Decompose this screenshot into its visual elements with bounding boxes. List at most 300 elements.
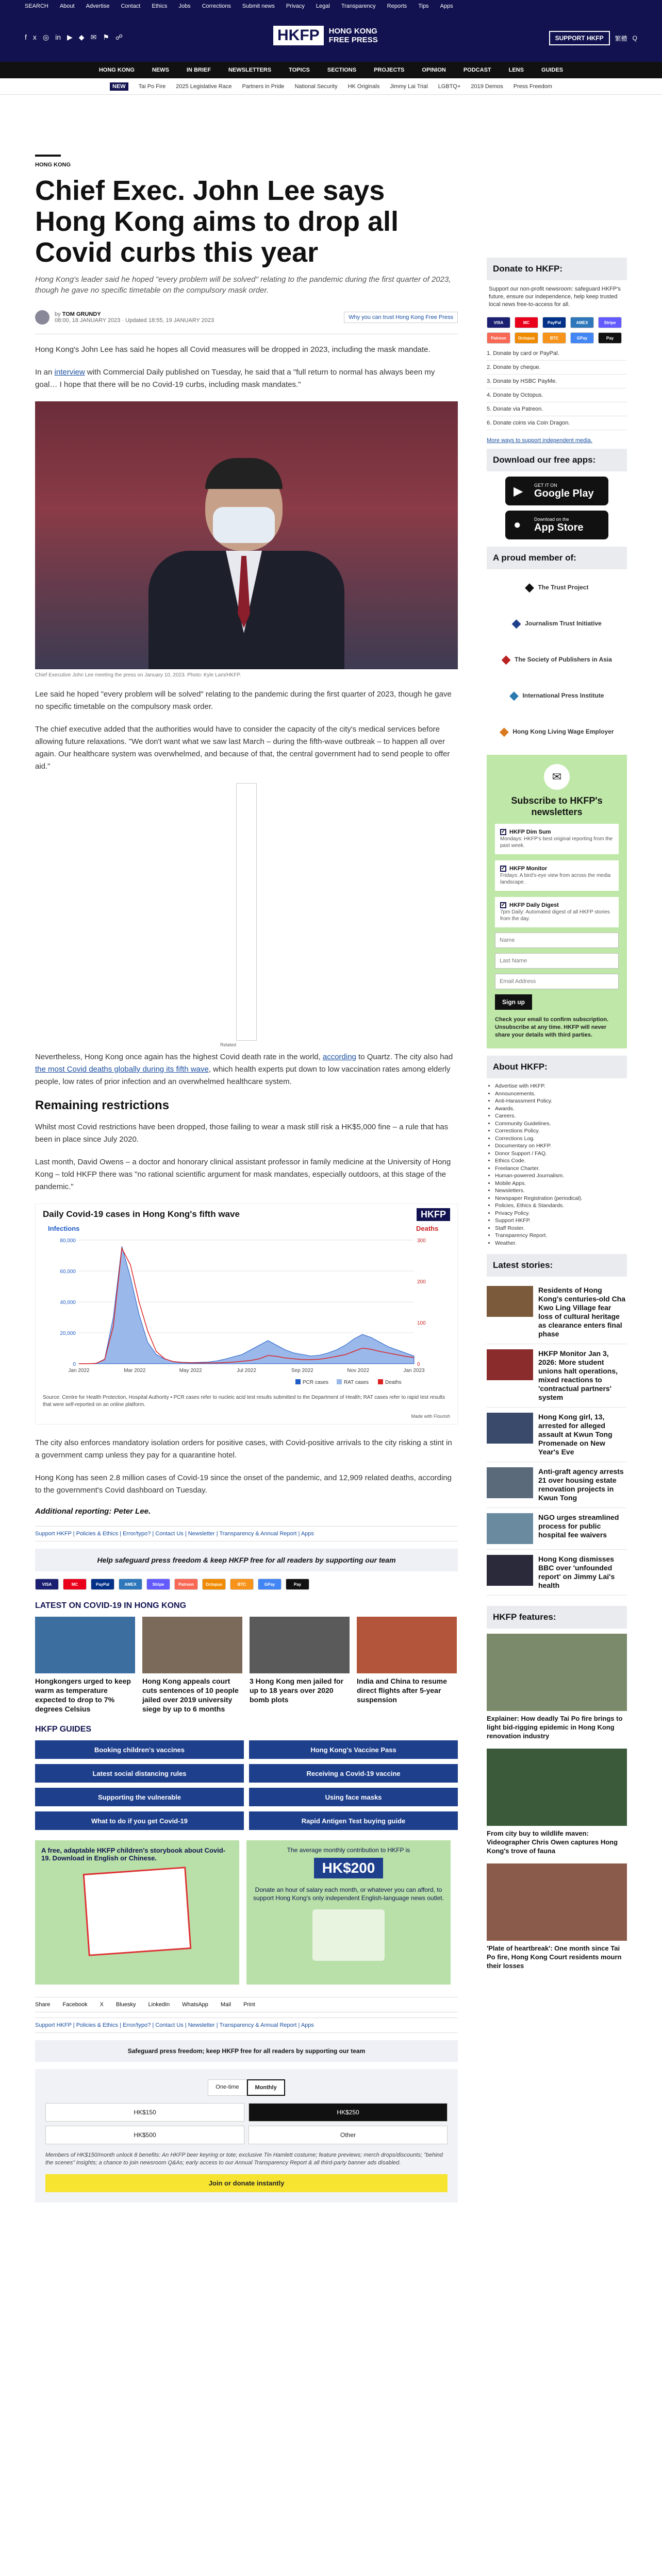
paragraph: Whilst most Covid restrictions have been dropped, those failing to wear a mask still risk a HK$5,000 fine – a rule that has been in place since July 2020. [35, 1123, 449, 1144]
promo-top: The average monthly contribution to HKFP is [287, 1846, 410, 1854]
language-switch[interactable]: 繁體 [615, 35, 627, 42]
about-link[interactable]: • Human-powered Journalism. [495, 1172, 627, 1180]
member-logo[interactable] [487, 714, 627, 750]
nav-item[interactable]: NEWSLETTERS [228, 67, 272, 73]
newsletter-options [495, 824, 619, 927]
share-bar [35, 1997, 458, 2012]
footer-links-2[interactable]: Support HKFP | Policies & Ethics | Error/typo? | Contact Us | Newsletter | Transparency & Annual Report | Apps [35, 2018, 458, 2033]
social-links [25, 33, 123, 42]
related-item[interactable] [35, 1617, 135, 1714]
feature-title[interactable]: 'Plate of heartbreak': One month since Tai Po fire, Hong Kong Court residents mourn their losses [487, 1944, 622, 1970]
member-name: The Society of Publishers in Asia [514, 656, 612, 663]
social-icon[interactable]: ▶ [67, 32, 73, 41]
features-heading: HKFP features: [487, 1606, 627, 1629]
payment-methods [35, 1579, 458, 1590]
promo-row [35, 1840, 458, 1985]
about-link[interactable]: • Corrections Log. [495, 1135, 627, 1143]
member-heading: A proud member of: [487, 547, 627, 569]
trending-link[interactable]: Tai Po Fire [138, 83, 166, 90]
checkbox[interactable]: ✓ [501, 829, 506, 835]
member-logos [487, 569, 627, 750]
paragraph: Last month, David Owens – a doctor and honorary clinical assistant professor in family medicine at the University of Hong Kong – told HKFP there was "no rational scientific argument for mask mandates, especially outdoors, at this stage of the pandemic." [35, 1158, 451, 1191]
trending-link[interactable]: HK Originals [347, 83, 380, 90]
guide-button[interactable]: Latest social distancing rules [35, 1764, 244, 1783]
share-link[interactable]: Mail [220, 2002, 231, 2008]
payment-card: GPay [570, 332, 594, 344]
newsletter-desc: Fridays: A bird's-eye view from across the media landscape. [500, 873, 611, 885]
about-link[interactable]: • Donor Support / FAQ. [495, 1150, 627, 1158]
about-link[interactable]: • Careers. [495, 1112, 627, 1120]
latest-image [487, 1467, 533, 1498]
support-button[interactable]: SUPPORT HKFP [549, 31, 610, 45]
social-icon[interactable]: f [25, 32, 27, 41]
member-name: International Press Institute [522, 692, 604, 699]
apps-heading: Download our free apps: [487, 449, 627, 471]
right-axis-label: Deaths [416, 1225, 439, 1232]
text: Nevertheless, Hong Kong once again has the highest Covid death rate in the world, [35, 1053, 323, 1061]
latest-image [487, 1286, 533, 1317]
about-link[interactable]: • Announcements. [495, 1090, 627, 1098]
article-photo [35, 401, 458, 669]
legend-swatch [378, 1379, 383, 1384]
right-tick-label: 0 [417, 1362, 420, 1367]
share-link[interactable]: Share [35, 2002, 51, 2008]
paragraph: The chief executive added that the authorities would have to consider the capacity of the city's medical services before allowing future relaxations. "We don't want what we saw last March – during the fifth-wave outbreak – to happen all over again. Our healthcare system was overwhelmed, and because of that, the central government had to send people to offer aid." [35, 725, 450, 771]
payment-card: Pay [286, 1579, 309, 1590]
nav-item[interactable]: GUIDES [541, 67, 564, 73]
guide-button[interactable]: What to do if you get Covid-19 [35, 1811, 244, 1830]
topbar-link[interactable]: Corrections [202, 3, 231, 9]
byline [35, 310, 458, 325]
donation-promo[interactable] [246, 1840, 451, 1985]
trending-link[interactable]: Jimmy Lai Trial [390, 83, 428, 90]
x-tick-label: Jan 2022 [68, 1368, 90, 1374]
kicker-rule [35, 155, 61, 157]
author-avatar [35, 310, 49, 325]
feature-image[interactable] [487, 1749, 627, 1826]
nav-item[interactable]: OPINION [422, 67, 446, 73]
trending-bar [0, 78, 662, 95]
embed-label: Related [220, 1042, 237, 1047]
guide-button[interactable]: Booking children's vaccines [35, 1740, 244, 1759]
about-link[interactable]: • Ethics Code. [495, 1157, 627, 1165]
donate-heading: Donate to HKFP: [487, 258, 627, 280]
topbar-link[interactable]: Contact [121, 3, 141, 9]
amount-option[interactable]: Other [249, 2126, 448, 2144]
feature-image[interactable] [487, 1863, 627, 1941]
related-title[interactable]: Hong Kong appeals court cuts sentences of 10 people jailed over 2019 university siege by up to 6 months [142, 1677, 239, 1713]
email-input[interactable]: Email Address [495, 974, 619, 989]
chart-title: Daily Covid-19 cases in Hong Kong's fifth wave [43, 1209, 240, 1219]
latest-title[interactable]: HKFP Monitor Jan 3, 2026: More student unions halt operations, mixed reactions to 'contractual partners' system [538, 1349, 618, 1401]
newsletter-option[interactable] [495, 897, 619, 927]
about-link[interactable]: • Weather. [495, 1240, 627, 1247]
nav-item[interactable]: TOPICS [289, 67, 310, 73]
cases-area [79, 1246, 414, 1364]
latest-title[interactable]: Residents of Hong Kong's centuries-old Cha Kwo Ling Village fear loss of cultural heritage as clearance enters final phase [538, 1286, 626, 1338]
article-standfirst: Hong Kong's leader said he hoped "every problem will be solved" relating to the pandemic during the first quarter of 2023, though he gave no specific timetable on the compulsory mask order. [35, 275, 451, 295]
about-link[interactable]: • Staff Roster. [495, 1225, 627, 1232]
additional-reporting: Additional reporting: Peter Lee. [35, 1507, 151, 1516]
about-link[interactable]: • Transparency Report. [495, 1232, 627, 1240]
related-image [142, 1617, 242, 1673]
payment-card: VISA [487, 317, 510, 328]
about-link[interactable]: • Support HKFP. [495, 1217, 627, 1225]
member-logo[interactable] [487, 605, 627, 641]
site-header [0, 12, 662, 62]
latest-title[interactable]: Hong Kong dismisses BBC over 'unfounded report' on Jimmy Lai's health [538, 1555, 615, 1589]
top-utility-bar [0, 0, 662, 12]
new-badge: NEW [110, 82, 128, 91]
payment-card: Octopus [202, 1579, 226, 1590]
guides-grid [35, 1740, 458, 1830]
envelope-icon: ✉ [544, 764, 570, 790]
member-logo[interactable] [487, 569, 627, 605]
social-icon[interactable]: ⚑ [103, 32, 109, 41]
share-link[interactable]: Bluesky [116, 2002, 136, 2008]
related-title[interactable]: 3 Hong Kong men jailed for up to 18 years over 2020 bomb plots [250, 1677, 344, 1704]
legend-label: Deaths [385, 1380, 402, 1385]
payment-card: Pay [598, 332, 622, 344]
text: In an [35, 368, 55, 377]
payment-card: MC [515, 317, 538, 328]
related-title[interactable]: India and China to resume direct flights after 5-year suspension [357, 1677, 448, 1704]
payment-card: Octopus [515, 332, 538, 344]
nav-item[interactable]: SECTIONS [327, 67, 357, 73]
author-line: by TOM GRUNDY [55, 311, 101, 317]
article-footer-links[interactable]: Support HKFP | Policies & Ethics | Error/typo? | Contact Us | Newsletter | Transparency & Annual Report | Apps [35, 1526, 458, 1541]
payment-card: Patreon [487, 332, 510, 344]
promo-amount: HK$200 [314, 1858, 384, 1878]
amount-option[interactable]: HK$150 [45, 2103, 244, 2122]
search-icon[interactable]: Q [632, 35, 637, 42]
donate-list [487, 347, 627, 430]
related-item[interactable] [357, 1617, 457, 1714]
donate-method[interactable]: 4. Donate by Octopus. [487, 388, 627, 402]
guide-button[interactable]: Hong Kong's Vaccine Pass [249, 1740, 458, 1759]
member-icon: ◆ [512, 617, 521, 630]
feature-title[interactable]: Explainer: How deadly Tai Po fire brings to light bid-rigging epidemic in Hong Kong renovation industry [487, 1715, 623, 1740]
checkbox[interactable]: ✓ [501, 866, 506, 872]
about-heading: About HKFP: [487, 1056, 627, 1078]
feature-image[interactable] [487, 1634, 627, 1711]
related-title[interactable]: Hongkongers urged to keep warm as temperature expected to drop to 7% degrees Celsius [35, 1677, 131, 1713]
logo-line1: HONG KONG [328, 27, 377, 36]
x-tick-label: Jul 2022 [237, 1368, 256, 1374]
topbar-link[interactable]: Advertise [86, 3, 110, 9]
topbar-link[interactable]: Reports [387, 3, 407, 9]
payment-card: Patreon [174, 1579, 198, 1590]
about-link[interactable]: • Mobile Apps. [495, 1180, 627, 1188]
member-name: Hong Kong Living Wage Employer [512, 728, 614, 735]
paragraph: Lee said he hoped "every problem will be solved" relating to the pandemic during the first quarter of 2023, though he gave no specific timetable on the compulsory mask order. [35, 690, 452, 711]
legend-swatch [295, 1379, 301, 1384]
cases-chart [35, 1204, 458, 1425]
donate-method[interactable]: 3. Donate by HSBC PayMe. [487, 375, 627, 388]
social-icon[interactable]: ◎ [42, 32, 49, 41]
feature-title[interactable]: From city buy to wildlife maven: Videographer Chris Owen captures Hong Kong's trove of fauna [487, 1829, 618, 1855]
nav-item[interactable]: NEWS [152, 67, 169, 73]
nav-item[interactable]: LENS [508, 67, 524, 73]
trending-links [139, 83, 552, 90]
text: with Commercial Daily published on Tuesday, he said that a "full return to normal has always been my goal… I hope that there will be no Covid-19 curbs, including mask mandates." [35, 368, 435, 389]
amount-option[interactable]: HK$500 [45, 2126, 244, 2144]
trending-link[interactable]: Press Freedom [513, 83, 552, 90]
donate-intro: Support our non-profit newsroom: safeguard HKFP's future, ensure our independence, help keep trusted local news free-to-access for all. [489, 286, 621, 308]
social-icon[interactable]: in [55, 32, 61, 41]
related-item[interactable] [250, 1617, 350, 1714]
about-link[interactable]: • Freelance Charter. [495, 1165, 627, 1173]
last-name-input[interactable]: Last Name [495, 953, 619, 969]
latest-image [487, 1413, 533, 1444]
embedded-post[interactable] [220, 783, 257, 1047]
trending-link[interactable]: LGBTQ+ [438, 83, 461, 90]
photo-mask [213, 507, 275, 543]
article-dates: 08:00, 18 JANUARY 2023 · Updated 18:55, 19 JANUARY 2023 [55, 317, 214, 324]
payment-card: VISA [35, 1579, 59, 1590]
trending-link[interactable]: 2025 Legislative Race [176, 83, 232, 90]
related-heading: LATEST ON COVID-19 IN HONG KONG [35, 1601, 187, 1610]
social-icon[interactable]: x [32, 32, 37, 41]
text: , which health experts put down to low vaccination rates among elderly people, low rates of prior infection and an overwhelmed healthcare system. [35, 1065, 451, 1086]
amount-option[interactable]: HK$250 [249, 2103, 448, 2122]
as-big: App Store [534, 521, 584, 533]
newsletter-label: HKFP Daily Digest [509, 902, 559, 908]
storybook-image [83, 1867, 192, 1956]
x-tick-label: Sep 2022 [291, 1368, 313, 1374]
about-link[interactable]: • Policies, Ethics & Standards. [495, 1202, 627, 1210]
gp-big: Google Play [534, 487, 594, 499]
topbar-link[interactable]: Privacy [286, 3, 305, 9]
chart-svg [43, 1219, 450, 1389]
guide-button[interactable]: Using face masks [249, 1788, 458, 1806]
paragraph: Hong Kong has seen 2.8 million cases of Covid-19 since the onset of the pandemic, and 12,909 related deaths, according to the government's Covid dashboard on Tuesday. [35, 1473, 452, 1495]
text: to Quartz. The city also had [356, 1053, 453, 1061]
as-small: Download on the [534, 516, 569, 522]
guide-button[interactable]: Receiving a Covid-19 vaccine [249, 1764, 458, 1783]
nav-item[interactable]: IN BRIEF [186, 67, 211, 73]
about-link[interactable]: • Awards. [495, 1105, 627, 1113]
interview-link[interactable]: interview [54, 368, 85, 377]
x-tick-label: Jan 2023 [403, 1368, 425, 1374]
about-link[interactable]: • Newsletters. [495, 1187, 627, 1195]
paragraph: Hong Kong's John Lee has said he hopes all Covid measures will be dropped in 2023, including the mask mandate. [35, 345, 431, 354]
latest-title[interactable]: NGO urges streamlined process for public hospital fee waivers [538, 1513, 619, 1539]
logo-mark: HKFP [273, 26, 324, 45]
latest-title[interactable]: Anti-graft agency arrests 21 over housing estate renovation projects in Kwun Tong [538, 1467, 624, 1502]
left-tick-label: 60,000 [60, 1269, 76, 1275]
member-icon: ◆ [525, 581, 534, 594]
donate-form [35, 2069, 458, 2202]
article [35, 155, 458, 2202]
about-link[interactable]: • Newspaper Registration (periodical). [495, 1195, 627, 1202]
right-tick-label: 300 [417, 1238, 426, 1244]
payment-card: AMEX [570, 317, 594, 328]
storybook-promo[interactable] [35, 1840, 239, 1985]
latest-image [487, 1513, 533, 1544]
topbar-link[interactable]: Ethics [152, 3, 168, 9]
share-link[interactable]: Print [243, 2002, 255, 2008]
x-tick-label: May 2022 [179, 1368, 202, 1374]
member-name: Journalism Trust Initiative [525, 620, 602, 627]
about-link[interactable]: • Anti-Harassment Policy. [495, 1097, 627, 1105]
share-link[interactable]: LinkedIn [148, 2002, 170, 2008]
share-link[interactable]: Facebook [62, 2002, 88, 2008]
x-tick-label: Mar 2022 [124, 1368, 146, 1374]
about-link[interactable]: • Community Guidelines. [495, 1120, 627, 1128]
tab-monthly[interactable]: Monthly [247, 2079, 285, 2096]
member-logo[interactable] [487, 677, 627, 714]
trust-link[interactable]: Why you can trust Hong Kong Free Press [344, 312, 458, 323]
latest-story[interactable] [487, 1344, 627, 1408]
nav-item[interactable]: PROJECTS [374, 67, 405, 73]
guide-button[interactable]: Supporting the vulnerable [35, 1788, 244, 1806]
paragraph: The city also enforces mandatory isolation orders for positive cases, with Covid-positive arrivals to the city risking a stint in a government camp unless they pay for a quarantine hotel. [35, 1438, 452, 1460]
photo-caption: Chief Executive John Lee meeting the press on January 10, 2023. Photo: Kyle Lam/HKFP. [35, 672, 241, 678]
share-link[interactable]: WhatsApp [182, 2002, 208, 2008]
chart-credit[interactable]: Made with Flourish [411, 1414, 450, 1419]
paragraph [35, 1051, 458, 1088]
left-tick-label: 80,000 [60, 1238, 76, 1244]
storybook-text: A free, adaptable HKFP children's storybook about Covid-19. Download in English or Chinese. [41, 1846, 226, 1862]
left-tick-label: 0 [73, 1362, 76, 1367]
latest-image [487, 1555, 533, 1586]
payment-card: GPay [258, 1579, 282, 1590]
latest-story[interactable] [487, 1408, 627, 1462]
newsletter-label: HKFP Dim Sum [509, 829, 551, 835]
google-play-button[interactable] [505, 477, 608, 505]
about-link[interactable]: • Documentary on HKFP. [495, 1142, 627, 1150]
main-nav [0, 62, 662, 78]
author-name[interactable]: TOM GRUNDY [62, 311, 101, 317]
photo-hair [205, 458, 283, 489]
amount-options [45, 2103, 448, 2144]
checkbox[interactable]: ✓ [501, 902, 506, 908]
related-image [357, 1617, 457, 1673]
guide-button[interactable]: Rapid Antigen Test buying guide [249, 1811, 458, 1830]
payment-card: BTC [542, 332, 566, 344]
nav-item[interactable]: PODCAST [463, 67, 491, 73]
newsletter-option[interactable] [495, 860, 619, 891]
topbar-link[interactable]: About [59, 3, 75, 9]
app-store-button[interactable] [505, 511, 608, 539]
topbar-link[interactable]: Jobs [178, 3, 191, 9]
trending-link[interactable]: Partners in Pride [242, 83, 285, 90]
related-image [35, 1617, 135, 1673]
payment-card: Stripe [146, 1579, 170, 1590]
about-link[interactable]: • Advertise with HKFP. [495, 1082, 627, 1090]
topbar-link[interactable]: Tips [418, 3, 429, 9]
newsletter-label: HKFP Monitor [509, 866, 548, 872]
play-icon: ▶ [514, 484, 523, 498]
latest-story[interactable] [487, 1508, 627, 1550]
related-item[interactable] [142, 1617, 242, 1714]
deaths-link[interactable]: the most Covid deaths globally during its fifth wave [35, 1065, 209, 1074]
topbar-link[interactable]: Submit news [242, 3, 275, 9]
left-tick-label: 20,000 [60, 1331, 76, 1336]
donate-method[interactable]: 1. Donate by card or PayPal. [487, 347, 627, 361]
member-name: The Trust Project [538, 584, 589, 591]
member-logo[interactable] [487, 641, 627, 677]
sidebar [487, 258, 627, 1978]
chart-source: Source: Centre for Health Protection, Hospital Authority • PCR cases refer to nucleic acid test results submitted to the Department of Health; RAT cases refer to rapid test results that were self-reported on an online platform. [43, 1395, 445, 1408]
related-image [250, 1617, 350, 1673]
newsletter-note: Check your email to confirm subscription. Unsubscribe at any time. HKFP will never share your details with third parties. [495, 1016, 609, 1038]
latest-story[interactable] [487, 1281, 627, 1344]
trending-link[interactable]: 2019 Demos [471, 83, 503, 90]
social-icon[interactable]: ✉ [90, 32, 97, 41]
payment-card: PayPal [542, 317, 566, 328]
share-link[interactable]: X [100, 2002, 104, 2008]
latest-title[interactable]: Hong Kong girl, 13, arrested for alleged assault at Kwun Tong Promenade on New Year's Eve [538, 1413, 613, 1456]
topbar-link[interactable]: Apps [440, 3, 453, 9]
x-tick-label: Nov 2022 [347, 1368, 370, 1374]
about-list [487, 1078, 627, 1247]
trending-link[interactable]: National Security [294, 83, 338, 90]
latest-story[interactable] [487, 1550, 627, 1596]
signup-button[interactable]: Sign up [495, 994, 532, 1010]
article-kicker[interactable]: HONG KONG [35, 162, 71, 168]
features-list [487, 1634, 627, 1970]
member-icon: ◆ [500, 725, 509, 738]
donate-method[interactable]: 5. Donate via Patreon. [487, 402, 627, 416]
first-name-input[interactable]: Name [495, 933, 619, 948]
topbar-link[interactable]: Transparency [341, 3, 376, 9]
more-ways-link[interactable]: More ways to support independent media. [487, 437, 592, 444]
article-title: Chief Exec. John Lee says Hong Kong aims to drop all Covid curbs this year [35, 175, 399, 268]
member-icon: ◆ [509, 689, 519, 702]
legend-label: PCR cases [303, 1380, 329, 1385]
join-button[interactable]: Join or donate instantly [45, 2174, 448, 2192]
about-link[interactable]: • Corrections Policy. [495, 1127, 627, 1135]
about-link[interactable]: • Privacy Policy. [495, 1210, 627, 1217]
site-logo[interactable] [273, 26, 378, 45]
paragraph [35, 366, 458, 391]
donate-method[interactable]: 2. Donate by cheque. [487, 361, 627, 375]
tab-one-time[interactable]: One-time [208, 2079, 246, 2096]
newsletter-name [500, 902, 614, 909]
latest-image [487, 1349, 533, 1380]
donate-method[interactable]: 6. Donate coins via Coin Dragon. [487, 416, 627, 430]
social-icon[interactable]: ◆ [78, 32, 85, 41]
newsletter-box [487, 755, 627, 1048]
safeguard-banner[interactable]: Safeguard press freedom; keep HKFP free for all readers by supporting our team [35, 2040, 458, 2062]
payment-card: BTC [230, 1579, 254, 1590]
quartz-link[interactable]: according [322, 1053, 356, 1061]
latest-stories [487, 1281, 627, 1596]
guides-heading: HKFP GUIDES [35, 1725, 92, 1734]
newsletter-desc: 7pm Daily: Automated digest of all HKFP stories from the day. [500, 909, 610, 922]
payment-card: AMEX [119, 1579, 142, 1590]
latest-story[interactable] [487, 1462, 627, 1508]
newsletter-name [500, 866, 614, 872]
logo-text [329, 27, 378, 44]
header-actions [549, 31, 637, 45]
left-axis-label: Infections [48, 1225, 80, 1232]
payment-card: MC [63, 1579, 87, 1590]
newsletter-option[interactable] [495, 824, 619, 854]
legend-label: RAT cases [344, 1380, 369, 1385]
promo-illustration [312, 1909, 385, 1961]
chart-logo: HKFP [417, 1208, 450, 1221]
topbar-link[interactable]: SEARCH [25, 3, 48, 9]
newsletter-name [500, 829, 614, 836]
nav-item[interactable]: HONG KONG [98, 67, 135, 73]
topbar-link[interactable]: Legal [316, 3, 330, 9]
social-icon[interactable]: ☍ [115, 32, 123, 41]
support-banner[interactable]: Help safeguard press freedom & keep HKFP free for all readers by supporting our team [35, 1549, 458, 1571]
donate-note: Members of HK$150/month unlock 8 benefits: An HKFP beer keyring or tote; exclusive Tin Hamlett costume; feature previews; merch drops/discounts; "behind the scenes" insights; a chance to join newsroom Q&As; early access to our Annual Transparency Report & all third-party banner ads disabled. [45, 2152, 443, 2166]
